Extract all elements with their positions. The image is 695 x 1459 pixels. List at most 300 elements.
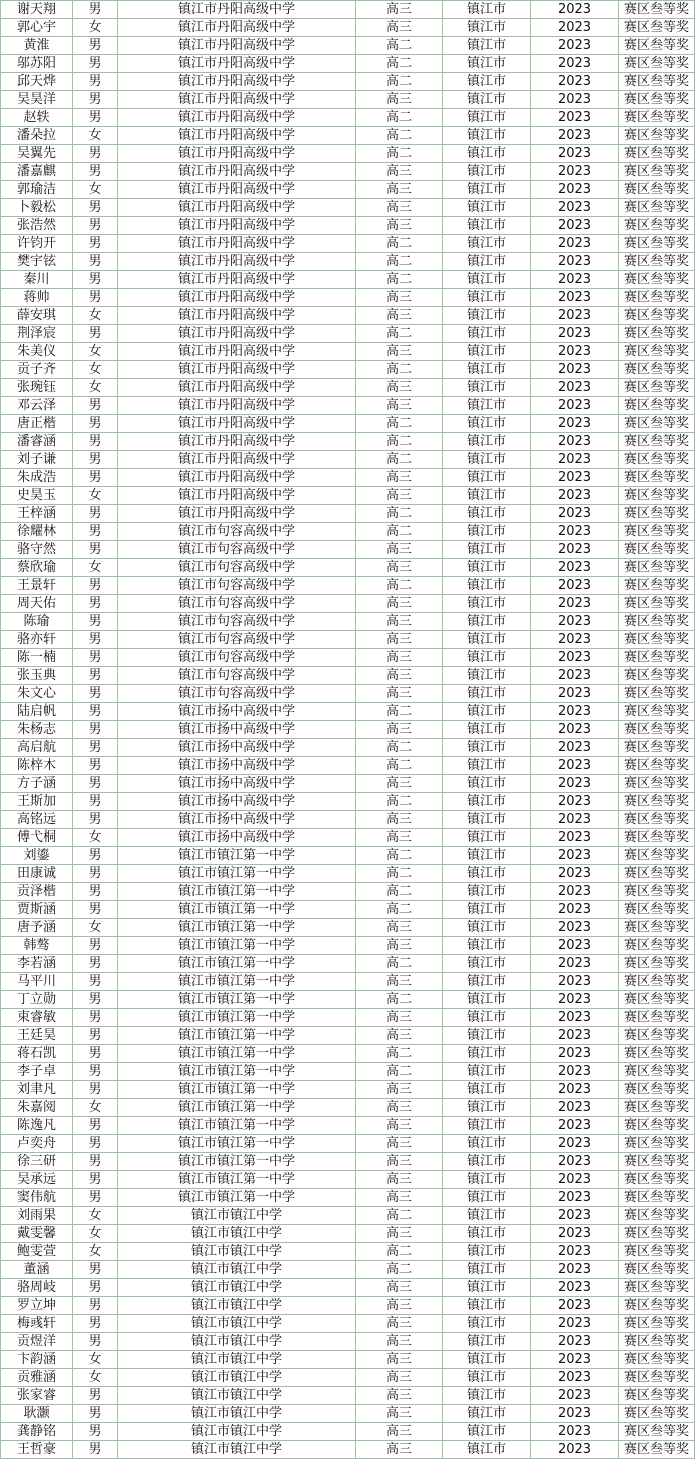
year-cell: 2023	[531, 667, 619, 685]
year-cell: 2023	[531, 559, 619, 577]
student-name-cell: 骆周岐	[1, 1279, 73, 1297]
table-row	[1, 1315, 695, 1333]
city-cell: 镇江市	[443, 1441, 531, 1459]
student-name-cell: 贡雅涵	[1, 1369, 73, 1387]
year-cell: 2023	[531, 109, 619, 127]
gender-cell: 男	[73, 649, 118, 667]
school-cell: 镇江市丹阳高级中学	[118, 505, 356, 523]
award-cell: 赛区叁等奖	[619, 325, 695, 343]
year-cell: 2023	[531, 1225, 619, 1243]
city-cell: 镇江市	[443, 469, 531, 487]
year-cell: 2023	[531, 829, 619, 847]
student-name-cell: 高启航	[1, 739, 73, 757]
year-cell: 2023	[531, 163, 619, 181]
award-cell: 赛区叁等奖	[619, 1297, 695, 1315]
year-cell: 2023	[531, 613, 619, 631]
gender-cell: 男	[73, 541, 118, 559]
city-cell: 镇江市	[443, 1045, 531, 1063]
city-cell: 镇江市	[443, 379, 531, 397]
table-row	[1, 307, 695, 325]
school-cell: 镇江市镇江中学	[118, 1315, 356, 1333]
student-name-cell: 潘睿涵	[1, 433, 73, 451]
grade-cell: 高三	[356, 1351, 443, 1369]
city-cell: 镇江市	[443, 1225, 531, 1243]
table-row	[1, 91, 695, 109]
award-cell: 赛区叁等奖	[619, 469, 695, 487]
grade-cell: 高二	[356, 847, 443, 865]
student-name-cell: 蔡欣瑜	[1, 559, 73, 577]
award-cell: 赛区叁等奖	[619, 289, 695, 307]
table-row	[1, 433, 695, 451]
school-cell: 镇江市扬中高级中学	[118, 721, 356, 739]
award-cell: 赛区叁等奖	[619, 181, 695, 199]
student-name-cell: 董涵	[1, 1261, 73, 1279]
gender-cell: 男	[73, 1441, 118, 1459]
table-row	[1, 1207, 695, 1225]
grade-cell: 高三	[356, 199, 443, 217]
grade-cell: 高三	[356, 1117, 443, 1135]
gender-cell: 男	[73, 1315, 118, 1333]
table-row	[1, 559, 695, 577]
gender-cell: 女	[73, 343, 118, 361]
student-name-cell: 郭心宇	[1, 19, 73, 37]
student-name-cell: 张琬钰	[1, 379, 73, 397]
grade-cell: 高二	[356, 991, 443, 1009]
award-cell: 赛区叁等奖	[619, 631, 695, 649]
year-cell: 2023	[531, 1117, 619, 1135]
school-cell: 镇江市句容高级中学	[118, 523, 356, 541]
year-cell: 2023	[531, 271, 619, 289]
city-cell: 镇江市	[443, 685, 531, 703]
table-row	[1, 487, 695, 505]
year-cell: 2023	[531, 1099, 619, 1117]
school-cell: 镇江市镇江第一中学	[118, 1135, 356, 1153]
award-cell: 赛区叁等奖	[619, 433, 695, 451]
award-cell: 赛区叁等奖	[619, 1027, 695, 1045]
city-cell: 镇江市	[443, 127, 531, 145]
city-cell: 镇江市	[443, 937, 531, 955]
student-name-cell: 潘嘉麒	[1, 163, 73, 181]
grade-cell: 高二	[356, 757, 443, 775]
grade-cell: 高三	[356, 1225, 443, 1243]
city-cell: 镇江市	[443, 721, 531, 739]
student-name-cell: 卢奕舟	[1, 1135, 73, 1153]
award-cell: 赛区叁等奖	[619, 1423, 695, 1441]
student-name-cell: 田康诚	[1, 865, 73, 883]
year-cell: 2023	[531, 73, 619, 91]
award-cell: 赛区叁等奖	[619, 271, 695, 289]
school-cell: 镇江市句容高级中学	[118, 631, 356, 649]
student-name-cell: 史昊玉	[1, 487, 73, 505]
school-cell: 镇江市镇江第一中学	[118, 1099, 356, 1117]
school-cell: 镇江市扬中高级中学	[118, 739, 356, 757]
student-name-cell: 谢天翔	[1, 1, 73, 19]
grade-cell: 高二	[356, 1243, 443, 1261]
city-cell: 镇江市	[443, 829, 531, 847]
year-cell: 2023	[531, 991, 619, 1009]
gender-cell: 男	[73, 955, 118, 973]
table-row	[1, 1441, 695, 1459]
grade-cell: 高三	[356, 1297, 443, 1315]
school-cell: 镇江市句容高级中学	[118, 595, 356, 613]
gender-cell: 女	[73, 19, 118, 37]
student-name-cell: 刘聿凡	[1, 1081, 73, 1099]
city-cell: 镇江市	[443, 595, 531, 613]
grade-cell: 高三	[356, 487, 443, 505]
table-row	[1, 1261, 695, 1279]
year-cell: 2023	[531, 685, 619, 703]
student-name-cell: 朱杨志	[1, 721, 73, 739]
award-cell: 赛区叁等奖	[619, 1369, 695, 1387]
student-name-cell: 刘雨果	[1, 1207, 73, 1225]
gender-cell: 男	[73, 1423, 118, 1441]
city-cell: 镇江市	[443, 415, 531, 433]
year-cell: 2023	[531, 847, 619, 865]
city-cell: 镇江市	[443, 1207, 531, 1225]
year-cell: 2023	[531, 289, 619, 307]
award-cell: 赛区叁等奖	[619, 811, 695, 829]
table-row	[1, 1009, 695, 1027]
table-row	[1, 883, 695, 901]
gender-cell: 男	[73, 1027, 118, 1045]
table-row	[1, 73, 695, 91]
gender-cell: 男	[73, 73, 118, 91]
city-cell: 镇江市	[443, 775, 531, 793]
grade-cell: 高二	[356, 271, 443, 289]
gender-cell: 男	[73, 1387, 118, 1405]
city-cell: 镇江市	[443, 1351, 531, 1369]
award-cell: 赛区叁等奖	[619, 1153, 695, 1171]
award-cell: 赛区叁等奖	[619, 1243, 695, 1261]
school-cell: 镇江市镇江第一中学	[118, 937, 356, 955]
table-row	[1, 991, 695, 1009]
year-cell: 2023	[531, 487, 619, 505]
grade-cell: 高三	[356, 379, 443, 397]
grade-cell: 高二	[356, 505, 443, 523]
school-cell: 镇江市扬中高级中学	[118, 703, 356, 721]
gender-cell: 男	[73, 1171, 118, 1189]
award-cell: 赛区叁等奖	[619, 217, 695, 235]
city-cell: 镇江市	[443, 1081, 531, 1099]
table-row	[1, 415, 695, 433]
year-cell: 2023	[531, 811, 619, 829]
gender-cell: 男	[73, 901, 118, 919]
city-cell: 镇江市	[443, 505, 531, 523]
year-cell: 2023	[531, 1405, 619, 1423]
table-row	[1, 1135, 695, 1153]
student-name-cell: 秦川	[1, 271, 73, 289]
city-cell: 镇江市	[443, 739, 531, 757]
table-row	[1, 19, 695, 37]
city-cell: 镇江市	[443, 451, 531, 469]
table-row	[1, 811, 695, 829]
gender-cell: 男	[73, 1279, 118, 1297]
school-cell: 镇江市丹阳高级中学	[118, 451, 356, 469]
school-cell: 镇江市镇江第一中学	[118, 1009, 356, 1027]
city-cell: 镇江市	[443, 1369, 531, 1387]
award-cell: 赛区叁等奖	[619, 667, 695, 685]
gender-cell: 男	[73, 1153, 118, 1171]
gender-cell: 男	[73, 1009, 118, 1027]
grade-cell: 高三	[356, 631, 443, 649]
gender-cell: 女	[73, 1099, 118, 1117]
table-row	[1, 1369, 695, 1387]
city-cell: 镇江市	[443, 91, 531, 109]
year-cell: 2023	[531, 1027, 619, 1045]
city-cell: 镇江市	[443, 253, 531, 271]
city-cell: 镇江市	[443, 991, 531, 1009]
school-cell: 镇江市镇江第一中学	[118, 901, 356, 919]
city-cell: 镇江市	[443, 1423, 531, 1441]
school-cell: 镇江市丹阳高级中学	[118, 91, 356, 109]
table-row	[1, 1405, 695, 1423]
table-row	[1, 865, 695, 883]
student-name-cell: 张浩然	[1, 217, 73, 235]
award-cell: 赛区叁等奖	[619, 415, 695, 433]
school-cell: 镇江市句容高级中学	[118, 649, 356, 667]
gender-cell: 男	[73, 163, 118, 181]
city-cell: 镇江市	[443, 1099, 531, 1117]
gender-cell: 男	[73, 577, 118, 595]
school-cell: 镇江市丹阳高级中学	[118, 433, 356, 451]
student-name-cell: 韩骜	[1, 937, 73, 955]
grade-cell: 高三	[356, 469, 443, 487]
school-cell: 镇江市镇江第一中学	[118, 1045, 356, 1063]
year-cell: 2023	[531, 1261, 619, 1279]
grade-cell: 高二	[356, 127, 443, 145]
school-cell: 镇江市镇江中学	[118, 1261, 356, 1279]
student-name-cell: 吴翼先	[1, 145, 73, 163]
grade-cell: 高二	[356, 1261, 443, 1279]
award-cell: 赛区叁等奖	[619, 163, 695, 181]
year-cell: 2023	[531, 217, 619, 235]
table-row	[1, 1171, 695, 1189]
city-cell: 镇江市	[443, 199, 531, 217]
year-cell: 2023	[531, 631, 619, 649]
table-row	[1, 253, 695, 271]
city-cell: 镇江市	[443, 73, 531, 91]
year-cell: 2023	[531, 739, 619, 757]
award-cell: 赛区叁等奖	[619, 1063, 695, 1081]
table-row	[1, 703, 695, 721]
grade-cell: 高三	[356, 1333, 443, 1351]
grade-cell: 高三	[356, 1315, 443, 1333]
student-name-cell: 朱嘉阅	[1, 1099, 73, 1117]
gender-cell: 男	[73, 145, 118, 163]
student-name-cell: 潘朵拉	[1, 127, 73, 145]
gender-cell: 男	[73, 271, 118, 289]
grade-cell: 高三	[356, 397, 443, 415]
table-row	[1, 1, 695, 19]
gender-cell: 女	[73, 127, 118, 145]
city-cell: 镇江市	[443, 1063, 531, 1081]
award-cell: 赛区叁等奖	[619, 1387, 695, 1405]
year-cell: 2023	[531, 901, 619, 919]
grade-cell: 高三	[356, 595, 443, 613]
school-cell: 镇江市丹阳高级中学	[118, 271, 356, 289]
student-name-cell: 朱美仪	[1, 343, 73, 361]
year-cell: 2023	[531, 595, 619, 613]
gender-cell: 男	[73, 253, 118, 271]
table-row	[1, 217, 695, 235]
school-cell: 镇江市句容高级中学	[118, 577, 356, 595]
city-cell: 镇江市	[443, 397, 531, 415]
table-row	[1, 523, 695, 541]
gender-cell: 男	[73, 325, 118, 343]
gender-cell: 男	[73, 199, 118, 217]
year-cell: 2023	[531, 1423, 619, 1441]
year-cell: 2023	[531, 649, 619, 667]
grade-cell: 高三	[356, 811, 443, 829]
award-cell: 赛区叁等奖	[619, 127, 695, 145]
student-name-cell: 傅弋桐	[1, 829, 73, 847]
gender-cell: 男	[73, 217, 118, 235]
award-cell: 赛区叁等奖	[619, 361, 695, 379]
year-cell: 2023	[531, 1351, 619, 1369]
award-cell: 赛区叁等奖	[619, 19, 695, 37]
student-name-cell: 王梓涵	[1, 505, 73, 523]
city-cell: 镇江市	[443, 1387, 531, 1405]
student-name-cell: 朱成浩	[1, 469, 73, 487]
city-cell: 镇江市	[443, 613, 531, 631]
grade-cell: 高三	[356, 667, 443, 685]
school-cell: 镇江市丹阳高级中学	[118, 361, 356, 379]
student-name-cell: 骆守然	[1, 541, 73, 559]
student-name-cell: 蒋石凯	[1, 1045, 73, 1063]
table-row	[1, 1387, 695, 1405]
city-cell: 镇江市	[443, 1135, 531, 1153]
grade-cell: 高三	[356, 973, 443, 991]
year-cell: 2023	[531, 361, 619, 379]
year-cell: 2023	[531, 919, 619, 937]
table-row	[1, 397, 695, 415]
student-name-cell: 薛安琪	[1, 307, 73, 325]
gender-cell: 男	[73, 55, 118, 73]
school-cell: 镇江市丹阳高级中学	[118, 253, 356, 271]
year-cell: 2023	[531, 1171, 619, 1189]
table-row	[1, 109, 695, 127]
table-row	[1, 1081, 695, 1099]
school-cell: 镇江市丹阳高级中学	[118, 469, 356, 487]
grade-cell: 高三	[356, 1405, 443, 1423]
city-cell: 镇江市	[443, 1243, 531, 1261]
grade-cell: 高二	[356, 1207, 443, 1225]
award-cell: 赛区叁等奖	[619, 1261, 695, 1279]
school-cell: 镇江市丹阳高级中学	[118, 109, 356, 127]
student-name-cell: 唐予涵	[1, 919, 73, 937]
table-row	[1, 901, 695, 919]
gender-cell: 男	[73, 757, 118, 775]
year-cell: 2023	[531, 883, 619, 901]
grade-cell: 高三	[356, 1135, 443, 1153]
gender-cell: 男	[73, 91, 118, 109]
table-row	[1, 163, 695, 181]
award-cell: 赛区叁等奖	[619, 703, 695, 721]
year-cell: 2023	[531, 1243, 619, 1261]
year-cell: 2023	[531, 451, 619, 469]
gender-cell: 男	[73, 973, 118, 991]
year-cell: 2023	[531, 937, 619, 955]
gender-cell: 男	[73, 703, 118, 721]
year-cell: 2023	[531, 19, 619, 37]
city-cell: 镇江市	[443, 1009, 531, 1027]
student-name-cell: 陈逸凡	[1, 1117, 73, 1135]
award-cell: 赛区叁等奖	[619, 649, 695, 667]
year-cell: 2023	[531, 577, 619, 595]
student-name-cell: 梅彧轩	[1, 1315, 73, 1333]
city-cell: 镇江市	[443, 1171, 531, 1189]
student-name-cell: 贡泽楷	[1, 883, 73, 901]
gender-cell: 男	[73, 523, 118, 541]
gender-cell: 女	[73, 1369, 118, 1387]
table-row	[1, 37, 695, 55]
year-cell: 2023	[531, 541, 619, 559]
award-cell: 赛区叁等奖	[619, 91, 695, 109]
school-cell: 镇江市镇江中学	[118, 1225, 356, 1243]
grade-cell: 高二	[356, 883, 443, 901]
city-cell: 镇江市	[443, 1117, 531, 1135]
grade-cell: 高二	[356, 1045, 443, 1063]
table-row	[1, 721, 695, 739]
student-name-cell: 李若涵	[1, 955, 73, 973]
year-cell: 2023	[531, 1333, 619, 1351]
school-cell: 镇江市丹阳高级中学	[118, 127, 356, 145]
award-cell: 赛区叁等奖	[619, 1279, 695, 1297]
grade-cell: 高三	[356, 685, 443, 703]
year-cell: 2023	[531, 1189, 619, 1207]
award-cell: 赛区叁等奖	[619, 595, 695, 613]
table-row	[1, 1297, 695, 1315]
city-cell: 镇江市	[443, 1153, 531, 1171]
award-cell: 赛区叁等奖	[619, 1315, 695, 1333]
school-cell: 镇江市镇江中学	[118, 1369, 356, 1387]
school-cell: 镇江市镇江中学	[118, 1351, 356, 1369]
school-cell: 镇江市镇江第一中学	[118, 1153, 356, 1171]
student-name-cell: 许钧开	[1, 235, 73, 253]
award-cell: 赛区叁等奖	[619, 721, 695, 739]
student-name-cell: 马平川	[1, 973, 73, 991]
grade-cell: 高二	[356, 1063, 443, 1081]
school-cell: 镇江市镇江中学	[118, 1207, 356, 1225]
gender-cell: 女	[73, 919, 118, 937]
school-cell: 镇江市丹阳高级中学	[118, 415, 356, 433]
table-row	[1, 1279, 695, 1297]
year-cell: 2023	[531, 1153, 619, 1171]
student-name-cell: 王斯加	[1, 793, 73, 811]
school-cell: 镇江市句容高级中学	[118, 667, 356, 685]
gender-cell: 男	[73, 631, 118, 649]
award-cell: 赛区叁等奖	[619, 613, 695, 631]
year-cell: 2023	[531, 505, 619, 523]
school-cell: 镇江市丹阳高级中学	[118, 1, 356, 19]
award-cell: 赛区叁等奖	[619, 775, 695, 793]
award-cell: 赛区叁等奖	[619, 937, 695, 955]
city-cell: 镇江市	[443, 793, 531, 811]
city-cell: 镇江市	[443, 649, 531, 667]
table-row	[1, 1351, 695, 1369]
award-cell: 赛区叁等奖	[619, 235, 695, 253]
student-name-cell: 蒋帅	[1, 289, 73, 307]
grade-cell: 高三	[356, 919, 443, 937]
award-cell: 赛区叁等奖	[619, 73, 695, 91]
year-cell: 2023	[531, 127, 619, 145]
gender-cell: 男	[73, 1063, 118, 1081]
award-cell: 赛区叁等奖	[619, 379, 695, 397]
grade-cell: 高二	[356, 235, 443, 253]
table-row	[1, 343, 695, 361]
award-cell: 赛区叁等奖	[619, 1099, 695, 1117]
city-cell: 镇江市	[443, 847, 531, 865]
